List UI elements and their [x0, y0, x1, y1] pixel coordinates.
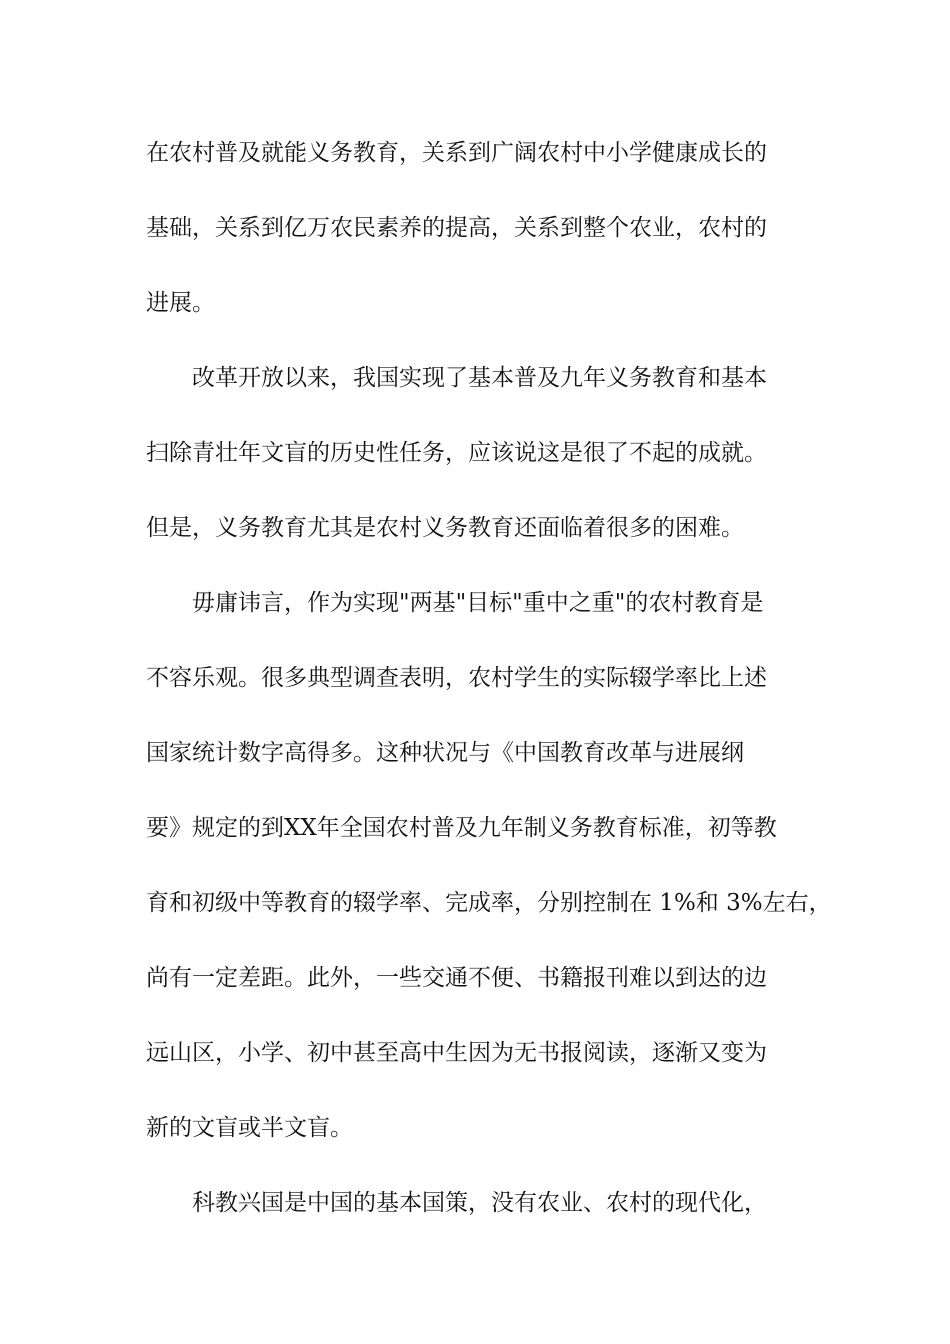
text-line-8: 不容乐观。很多典型调查表明，农村学生的实际辍学率比上述	[146, 665, 767, 691]
text-line-9: 国家统计数字高得多。这种状况与《中国教育改革与进展纲	[146, 740, 744, 766]
text-line-10: 要》规定的到XX年全国农村普及九年制义务教育标准，初等教	[146, 815, 777, 841]
text-line-13: 远山区，小学、初中甚至高中生因为无书报阅读，逐渐又变为	[146, 1040, 767, 1066]
text-line-15: 科教兴国是中国的基本国策，没有农业、农村的现代化，	[192, 1190, 767, 1216]
text-line-11: 育和初级中等教育的辍学率、完成率，分别控制在 1%和 3%左右，	[146, 890, 832, 916]
text-line-1: 在农村普及就能义务教育，关系到广阔农村中小学健康成长的	[146, 140, 767, 166]
text-line-7: 毋庸讳言，作为实现"两基"目标"重中之重"的农村教育是	[192, 590, 764, 616]
text-line-3: 进展。	[146, 290, 215, 316]
text-line-4: 改革开放以来，我国实现了基本普及九年义务教育和基本	[192, 365, 767, 391]
text-line-12: 尚有一定差距。此外，一些交通不便、书籍报刊难以到达的边	[146, 965, 767, 991]
text-line-2: 基础，关系到亿万农民素养的提高，关系到整个农业，农村的	[146, 215, 767, 241]
text-line-5: 扫除青壮年文盲的历史性任务，应该说这是很了不起的成就。	[146, 440, 767, 466]
text-line-6: 但是，义务教育尤其是农村义务教育还面临着很多的困难。	[146, 515, 744, 541]
document-body	[146, 133, 832, 1258]
text-line-14: 新的文盲或半文盲。	[146, 1115, 353, 1141]
